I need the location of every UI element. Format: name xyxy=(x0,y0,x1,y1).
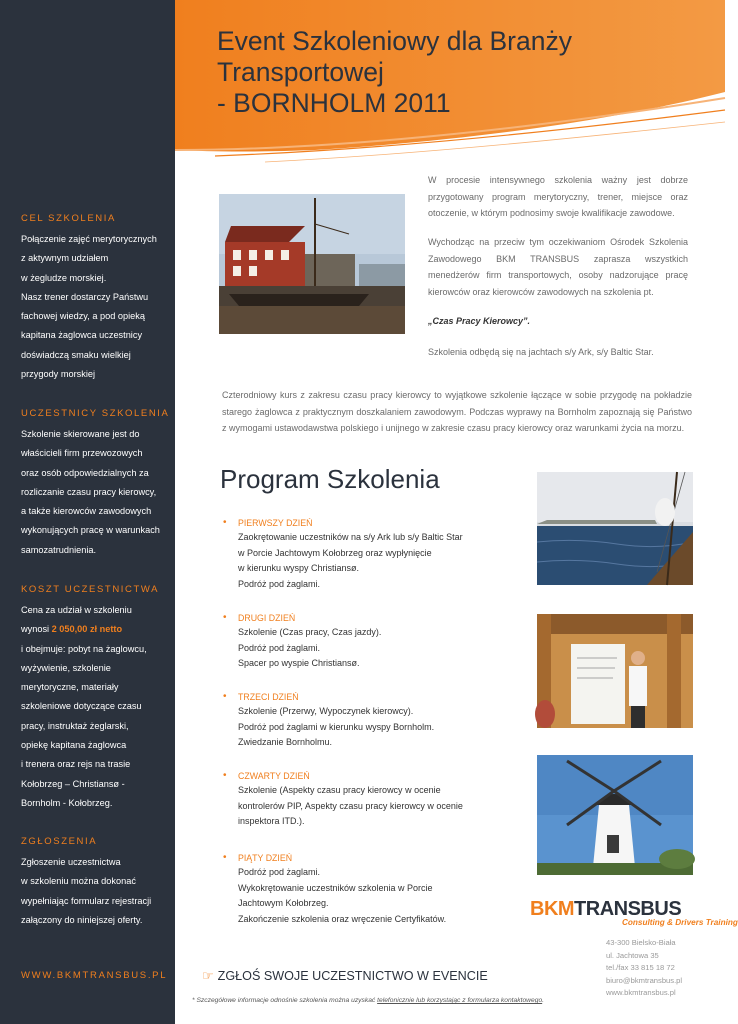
text-line: Bornholm - Kołobrzeg. xyxy=(21,797,113,808)
day-line: inspektora ITD.). xyxy=(238,816,305,826)
windmill-photo xyxy=(537,755,693,875)
day-line: Podróż pod żaglami w kierunku wyspy Bornholm. xyxy=(238,721,435,732)
day-line: Szkolenie (Czas pracy, Czas jazdy). xyxy=(238,627,382,637)
price-prefix: wynosi xyxy=(21,624,52,635)
day-line: Spacer po wyspie Christiansø. xyxy=(238,658,360,668)
text-line: opiekę kapitana żaglowca xyxy=(21,740,127,751)
day-line: Jachtowym Kołobrzeg. xyxy=(238,898,329,908)
day-line: Szkolenie (Aspekty czasu pracy kierowcy w ocenie xyxy=(238,785,441,795)
text-line: z aktywnym udziałem xyxy=(21,253,109,264)
text-line: rozliczanie czasu pracy kierowcy, xyxy=(21,486,157,497)
contact-address xyxy=(606,937,682,1000)
text-line: oraz osób odpowiedzialnych za xyxy=(21,467,149,478)
contact-form-link[interactable]: telefonicznie lub korzystając z formularza kontaktowego xyxy=(377,997,543,1004)
text-line: Nasz trener dostarczy Państwu xyxy=(21,291,149,302)
day-line: Zwiedzanie Bornholmu. xyxy=(238,737,333,747)
text-line: Cena za udział w szkoleniu xyxy=(21,605,132,615)
section-heading: CEL SZKOLENIA xyxy=(21,213,116,224)
email-link[interactable]: biuro@bkmtransbus.pl xyxy=(606,975,683,985)
text-line: w żegludze morskiej. xyxy=(21,272,107,283)
register-cta[interactable] xyxy=(202,968,488,984)
hand-pointer-icon: ☞ xyxy=(202,968,214,983)
day-line: w Porcie Jachtowym Kołobrzeg oraz wypłynięcie xyxy=(238,547,432,558)
text-line: merytoryczne, materiały xyxy=(21,682,119,693)
text-line: Szkolenie skierowane jest do xyxy=(21,429,140,439)
title-line: - BORNHOLM 2011 xyxy=(217,88,451,118)
text-line: i trenera oraz rejs na trasie xyxy=(21,759,131,770)
section-cel xyxy=(21,213,171,384)
section-uczestnicy xyxy=(21,408,171,560)
price-value: 2 050,00 zł netto xyxy=(51,624,123,635)
day-label: • DRUGI DZIEŃ xyxy=(238,611,512,625)
text-line: Zgłoszenie uczestnictwa xyxy=(21,857,121,867)
header-banner xyxy=(175,0,725,170)
section-heading: ZGŁOSZENIA xyxy=(21,836,98,847)
footnote xyxy=(192,997,544,1004)
training-photo xyxy=(537,614,693,728)
logo-tagline: Consulting & Drivers Training xyxy=(622,918,738,927)
section-body xyxy=(21,230,171,384)
page-title xyxy=(217,26,717,119)
footnote-text: * Szczegółowe informacje odnośnie szkolenia można uzyskać xyxy=(192,997,378,1004)
address-line: 43-300 Bielsko-Biała xyxy=(606,938,676,947)
section-heading: KOSZT UCZESTNICTWA xyxy=(21,584,160,595)
day-line: Podróż pod żaglami. xyxy=(238,642,321,653)
text-line: wykonujących pracę w warunkach xyxy=(21,525,160,536)
section-zgloszenia xyxy=(21,836,171,930)
logo-transbus: TRANSBUS xyxy=(574,898,682,920)
text-line: kapitana żaglowca uczestnicy xyxy=(21,330,143,341)
section-body xyxy=(21,601,171,813)
program-day xyxy=(222,611,512,672)
day-line: Zaokrętowanie uczestników na s/y Ark lub s/y Baltic Star xyxy=(238,532,463,542)
text-line: pracy, instruktaż żeglarski, xyxy=(21,720,129,731)
title-line: Event Szkoleniowy dla Branży Transportowej xyxy=(217,26,572,87)
logo-bkm: BKM xyxy=(530,898,575,920)
text-line: przygody morskiej xyxy=(21,369,96,380)
day-label: • CZWARTY DZIEŃ xyxy=(238,769,512,783)
intro-paragraph: W procesie intensywnego szkolenia ważny jest dobrze przygotowany program merytoryczny, trener, miejsce oraz otoczenie, w którym podnosimy swoje kwalifikacje zawodowe. xyxy=(428,175,688,219)
website-link[interactable]: WWW.BKMTRANSBUS.PL xyxy=(21,970,168,981)
day-label: • PIĄTY DZIEŃ xyxy=(238,851,512,865)
text-line: doświadczą smaku wielkiej xyxy=(21,349,131,360)
text-line: fachowej wiedzy, a pod opieką xyxy=(21,311,145,322)
cta-text: ZGŁOŚ SWOJE UCZESTNICTWO W EVENCIE xyxy=(217,969,488,983)
section-koszt xyxy=(21,584,171,813)
phone-line: tel./fax 33 815 18 72 xyxy=(606,963,675,972)
day-line: Zakończenie szkolenia oraz wręczenie Certyfikatów. xyxy=(238,913,447,924)
program-day xyxy=(222,516,512,592)
program-title: Program Szkolenia xyxy=(220,464,440,494)
section-heading: UCZESTNICY SZKOLENIA xyxy=(21,408,170,419)
course-name: „Czas Pracy Kierowcy”. xyxy=(428,316,531,326)
text-line: w szkoleniu można dokonać xyxy=(21,876,136,887)
intro-paragraph: Wychodząc na przeciw tym oczekiwaniom Ośrodek Szkolenia Zawodowego BKM TRANSBUS zaprasza wszystkich menedżerów firm transportowych, osoby nadzorujące pracę kierowców oraz kierowców zawodowych na szkolenia pt. xyxy=(428,237,688,297)
text-line: wypełniając formularz rejestracji xyxy=(21,895,152,906)
day-line: Wykokrętowanie uczestników szkolenia w Porcie xyxy=(238,882,433,893)
text-line: załączony do niniejszej oferty. xyxy=(21,914,143,925)
price-line xyxy=(21,620,171,639)
text-line: i obejmuje: pobyt na żaglowcu, xyxy=(21,643,147,654)
day-line: Podróż pod żaglami. xyxy=(238,867,321,877)
footnote-suffix: . xyxy=(542,997,545,1004)
section-body xyxy=(21,425,171,560)
text-line: Połączenie zajęć merytorycznych xyxy=(21,234,157,244)
company-logo xyxy=(530,898,738,927)
program-day xyxy=(222,851,512,927)
day-label: • PIERWSZY DZIEŃ xyxy=(238,516,512,530)
website-link[interactable]: www.bkmtransbus.pl xyxy=(606,988,676,997)
section-body xyxy=(21,853,171,930)
harbour-photo xyxy=(219,194,405,334)
day-line: Podróż pod żaglami. xyxy=(238,578,321,589)
text-line: samozatrudnienia. xyxy=(21,544,97,555)
program-day xyxy=(222,690,512,751)
logo-wordmark xyxy=(530,898,710,920)
program-day xyxy=(222,769,512,830)
text-line: Kołobrzeg – Christiansø - xyxy=(21,778,125,789)
day-label: • TRZECI DZIEŃ xyxy=(238,690,512,704)
day-line: kontrolerów PIP, Aspekty czasu pracy kierowcy w ocenie xyxy=(238,800,463,811)
left-sidebar xyxy=(0,0,175,1024)
text-line: szkoleniowe dotyczące czasu xyxy=(21,701,142,712)
day-line: Szkolenie (Przerwy, Wypoczynek kierowcy). xyxy=(238,706,414,716)
address-line: ul. Jachtowa 35 xyxy=(606,950,659,960)
sailing-photo xyxy=(537,472,693,585)
intro-paragraph: Szkolenia odbędą się na jachtach s/y Ark, s/y Baltic Star. xyxy=(428,347,654,357)
course-description: Czterodniowy kurs z zakresu czasu pracy kierowcy to wyjątkowe szkolenie łączące w sobie przygodę na pokładzie starego żaglowca z praktycznym doszkalaniem zawodowym. Podczas wyprawy na Bornholm zapoznają się Państwo z wymogami ustawodawstwa polskiego i unijnego w zakresie czasu pracy kierowcy oraz warunkami życia na morzu. xyxy=(222,390,692,433)
day-line: w kierunku wyspy Christiansø. xyxy=(238,563,360,573)
text-line: a także kierowców zawodowych xyxy=(21,506,152,517)
text-line: właścicieli firm przewozowych xyxy=(21,448,143,459)
text-line: wyżywienie, szkolenie xyxy=(21,662,111,673)
